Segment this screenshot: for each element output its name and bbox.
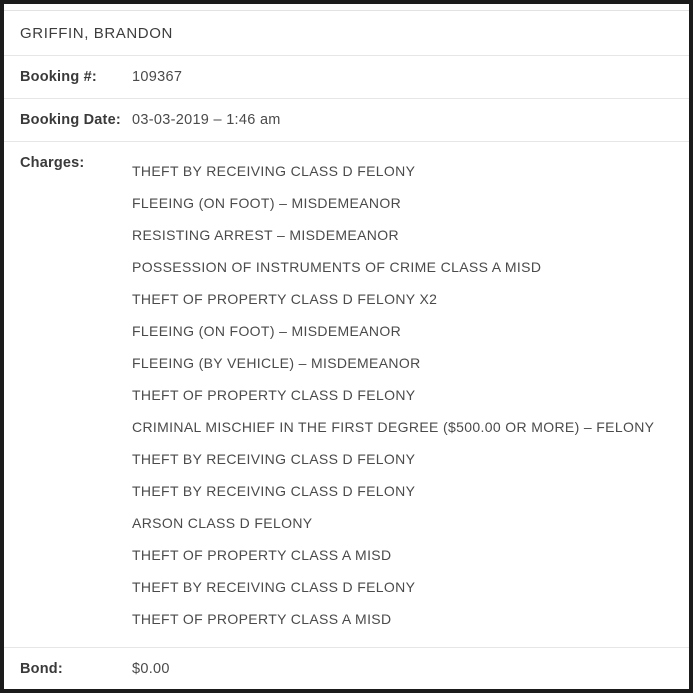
booking-number-label: Booking #: xyxy=(20,69,97,85)
booking-date-label: Booking Date: xyxy=(20,112,121,128)
list-item: POSSESSION OF INSTRUMENTS OF CRIME CLASS A MISD xyxy=(132,259,542,275)
booking-number-row xyxy=(4,56,689,99)
list-item: THEFT BY RECEIVING CLASS D FELONY xyxy=(132,579,416,595)
inmate-name-row xyxy=(4,11,689,56)
charges-row xyxy=(4,142,689,648)
list-item: FLEEING (ON FOOT) – MISDEMEANOR xyxy=(132,323,402,339)
list-item: THEFT OF PROPERTY CLASS A MISD xyxy=(132,547,392,563)
list-item: THEFT BY RECEIVING CLASS D FELONY xyxy=(132,163,416,179)
top-divider xyxy=(4,4,689,11)
bond-row xyxy=(4,648,689,690)
list-item: THEFT OF PROPERTY CLASS D FELONY X2 xyxy=(132,291,438,307)
list-item: CRIMINAL MISCHIEF IN THE FIRST DEGREE ($500.00 OR MORE) – FELONY xyxy=(132,419,655,435)
booking-record xyxy=(4,11,689,690)
charges-list xyxy=(132,155,673,635)
inmate-name: GRIFFIN, BRANDON xyxy=(20,25,173,42)
list-item: THEFT OF PROPERTY CLASS D FELONY xyxy=(132,387,416,403)
list-item: THEFT BY RECEIVING CLASS D FELONY xyxy=(132,483,416,499)
booking-number-value: 109367 xyxy=(132,69,183,85)
list-item: FLEEING (ON FOOT) – MISDEMEANOR xyxy=(132,195,402,211)
list-item: THEFT OF PROPERTY CLASS A MISD xyxy=(132,611,392,627)
list-item: ARSON CLASS D FELONY xyxy=(132,515,313,531)
booking-date-value: 03-03-2019 – 1:46 am xyxy=(132,112,281,128)
bond-value: $0.00 xyxy=(132,661,170,677)
booking-date-row xyxy=(4,99,689,142)
charges-label: Charges: xyxy=(20,155,85,171)
list-item: FLEEING (BY VEHICLE) – MISDEMEANOR xyxy=(132,355,421,371)
bond-label: Bond: xyxy=(20,661,63,677)
list-item: THEFT BY RECEIVING CLASS D FELONY xyxy=(132,451,416,467)
list-item: RESISTING ARREST – MISDEMEANOR xyxy=(132,227,399,243)
